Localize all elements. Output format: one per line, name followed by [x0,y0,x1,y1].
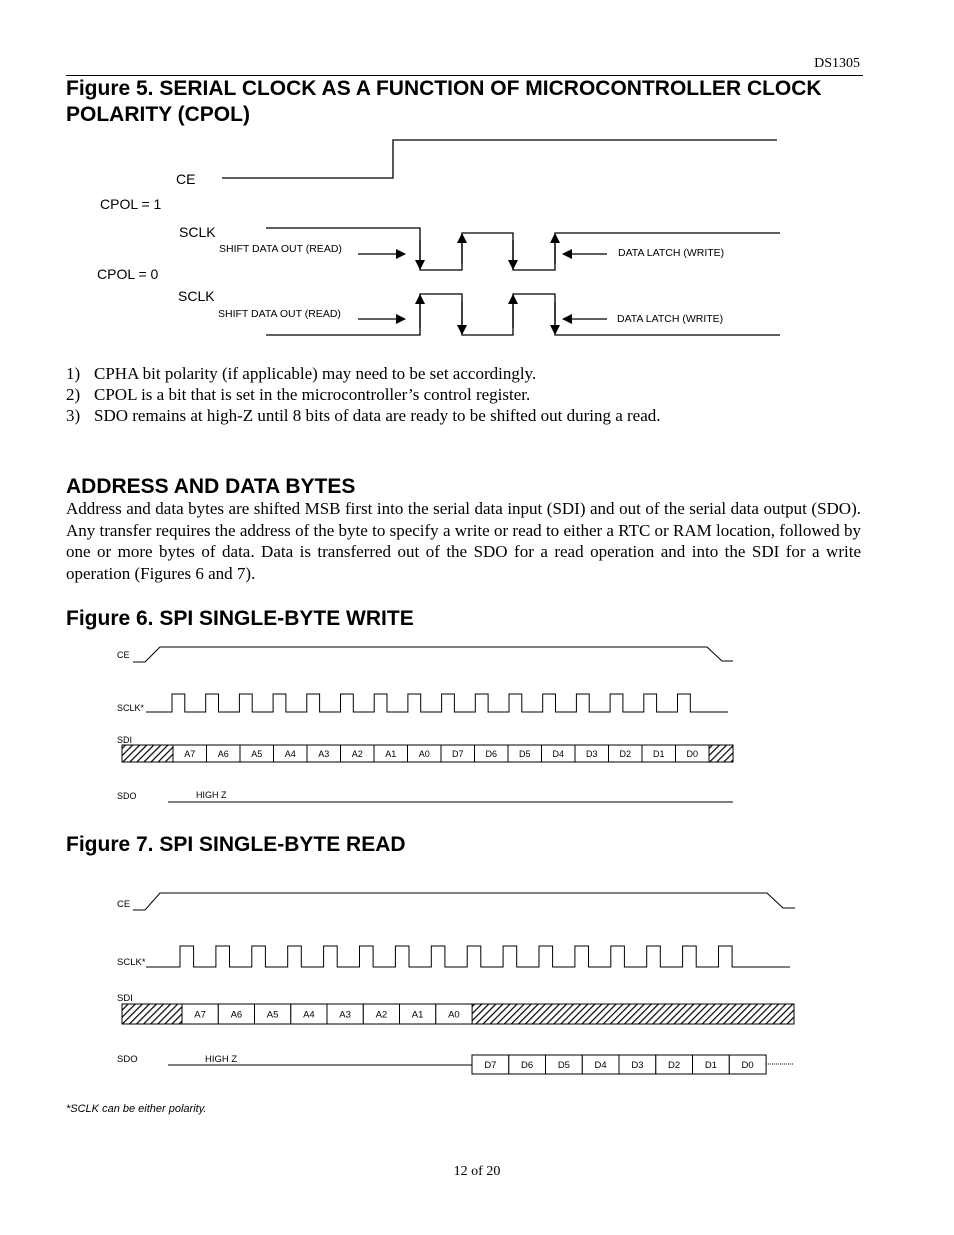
fig7-sdo-bit-label: D2 [668,1060,681,1071]
fig7-ce-waveform [133,893,795,910]
fig5-sclk1-label: SCLK [179,224,216,240]
fig7-sdo-bit-label: D7 [484,1060,497,1071]
section-heading: ADDRESS AND DATA BYTES [66,475,356,498]
fig6-sdi-bit-label: D0 [686,749,699,759]
figure5-title: Figure 5. SERIAL CLOCK AS A FUNCTION OF MICROCONTROLLER CLOCK POLARITY (CPOL) [66,77,822,126]
fig6-sdi-bit-label: A4 [284,749,296,759]
fig6-sdo-label: SDO [117,791,137,801]
fig6-sdi-bit-label: D3 [586,749,598,759]
fig6-sdi-hatch-right [709,745,733,762]
fig6-sdi-bit-label: D2 [619,749,632,759]
fig6-sdi-bit-label: A0 [418,749,430,759]
fig6-ce-label: CE [117,650,130,660]
figure7-title: Figure 7. SPI SINGLE-BYTE READ [66,833,406,856]
fig7-sdo-bit-label: D3 [631,1060,644,1071]
fig7-sdi-bit-label: A5 [266,1009,279,1021]
fig5-latch-label-1: DATA LATCH (WRITE) [618,247,725,259]
fig5-ce-label: CE [176,171,196,187]
fig6-sdi-bit-label: A7 [184,749,196,759]
figure5-notes [66,363,661,426]
fig6-sclk-label: SCLK* [117,703,145,713]
fig7-sdo-bit-label: D0 [741,1060,754,1071]
fig6-highz-label: HIGH Z [196,790,227,800]
fig7-sdi-bit-label: A1 [411,1009,424,1021]
fig5-latch-label-2: DATA LATCH (WRITE) [617,313,724,325]
fig7-sdo-bit-label: D6 [521,1060,534,1071]
fig7-sdi-hatch-right [472,1004,794,1024]
fig6-sdi-hatch-left [122,745,173,762]
fig5-sclk0-label: SCLK [178,288,215,304]
fig6-ce-waveform [133,647,733,662]
fig5-cpol0-label: CPOL = 0 [97,266,159,282]
fig7-highz-label: HIGH Z [205,1054,238,1065]
figure5-diagram [222,140,780,335]
fig6-sdi-bit-label: D6 [485,749,498,759]
document-id: DS1305 [814,56,860,71]
fig7-sdi-bit-label: A0 [448,1009,460,1021]
fig6-sdi-bit-label: A6 [217,749,229,759]
fig7-sdo-bit-label: D4 [594,1060,607,1071]
fig7-sdi-bit-label: A2 [375,1009,388,1021]
fig6-sdi-bit-label: D7 [452,749,464,759]
fig7-sdi-bit-label: A6 [230,1009,243,1021]
fig7-sdi-bit-label: A3 [339,1009,351,1021]
fig6-sclk-waveform [146,694,728,712]
fig7-sclk-waveform [146,946,790,967]
fig7-sdo-cells [472,1055,766,1074]
fig6-sdi-bit-label: D5 [519,749,531,759]
fig5-cpol1-label: CPOL = 1 [100,196,162,212]
fig7-sdi-bit-label: A7 [194,1009,206,1021]
fig7-sdo-bit-label: D5 [557,1060,570,1071]
fig6-sdi-bit-label: D4 [552,749,565,759]
fig5-shift-label-2: SHIFT DATA OUT (READ) [218,308,341,320]
note-item: 2) CPOL is a bit that is set in the microcontroller’s control register. [66,385,531,404]
page-number: 12 of 20 [453,1164,501,1179]
fig6-sdi-bit-label: A5 [251,749,263,759]
figure7-diagram [122,893,795,1074]
fig7-sdo-bit-label: D1 [704,1060,717,1071]
fig6-sdi-bit-label: A3 [318,749,330,759]
footnote: *SCLK can be either polarity. [66,1103,207,1115]
fig7-sclk-label: SCLK* [117,957,146,968]
fig7-sdi-bit-label: A4 [303,1009,315,1021]
fig7-sdi-label: SDI [117,993,133,1004]
fig7-sdi-hatch-left [122,1004,182,1024]
section-body: Address and data bytes are shifted MSB first into the serial data input (SDI) and out of the serial data output (SDO). Any transfer requires the address of the byte to specify a write or read to either a RTC or RAM location, followed by one or more bytes of data. Data is transferred out of the SDO for a read operation and into the SDI for a write operation (Figures 6 and 7). [66,499,861,583]
fig6-sdi-bit-label: D1 [653,749,665,759]
note-item: 1) CPHA bit polarity (if applicable) may need to be set accordingly. [66,364,537,383]
fig7-ce-label: CE [117,899,131,910]
fig7-sdo-label: SDO [117,1054,138,1065]
figure6-diagram [122,647,733,802]
figure6-title: Figure 6. SPI SINGLE-BYTE WRITE [66,607,414,630]
fig7-sdi-cells [182,1004,472,1024]
fig6-sdi-bit-label: A2 [351,749,363,759]
fig5-shift-label-1: SHIFT DATA OUT (READ) [219,243,342,255]
fig5-ce-waveform [222,140,777,178]
note-item: 3) SDO remains at high-Z until 8 bits of data are ready to be shifted out during a read. [66,406,661,425]
fig6-sdi-label: SDI [117,735,133,745]
fig6-sdi-bit-label: A1 [385,749,397,759]
